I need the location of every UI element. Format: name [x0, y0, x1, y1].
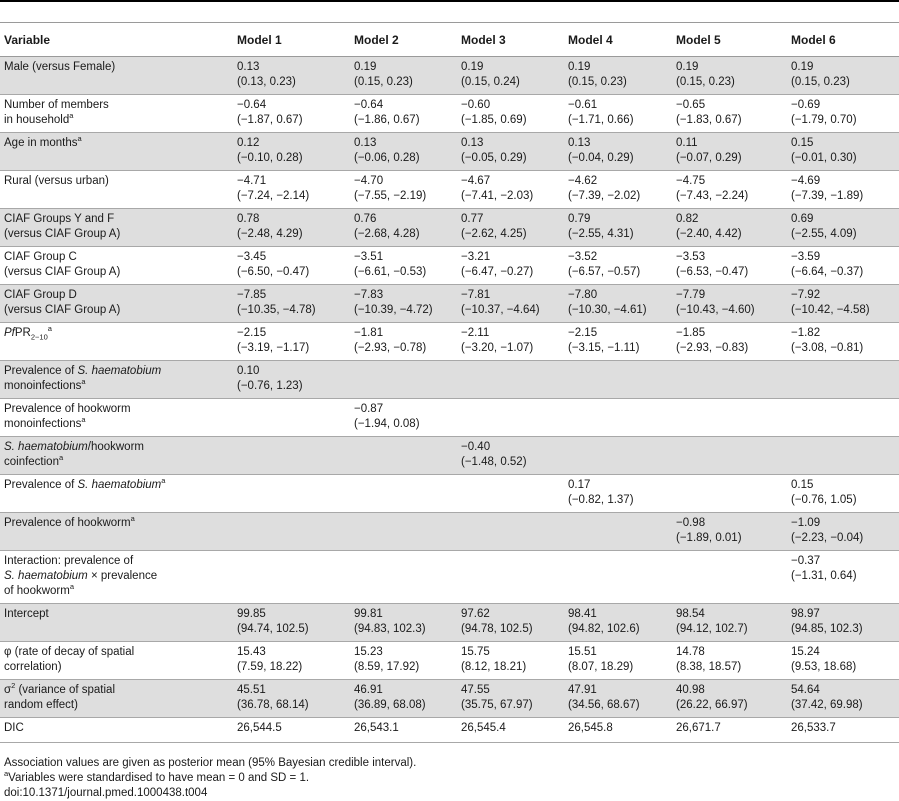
model-2-value: 0.76 (−2.68, 4.28) — [354, 213, 420, 240]
header-variable: Variable — [4, 32, 51, 47]
variable-label: PfPR$_{2-10}^a$ — [4, 324, 52, 342]
footnote-note: Association values are given as posterior mean (95% Bayesian credible interval). — [4, 757, 417, 769]
table-row — [0, 95, 899, 133]
model-2-value — [350, 551, 457, 604]
table-row — [0, 718, 899, 743]
model-2-value: 99.81 (94.83, 102.3) — [354, 608, 426, 635]
variable-label: $\sigma^2$ (variance of spatial random effect) — [4, 681, 115, 711]
model-4-value: 15.51 (8.07, 18.29) — [568, 646, 634, 673]
model-4-value: 0.17 (−0.82, 1.37) — [568, 479, 634, 506]
model-3-value — [457, 513, 564, 551]
table-row — [0, 171, 899, 209]
model-4-value — [564, 437, 672, 475]
footnote-standardised-text: Variables were standardised to have mean = 0 and SD = 1. — [8, 772, 310, 784]
table-row — [0, 57, 899, 95]
model-2-value — [350, 437, 457, 475]
variable-label: Number of members in household$^a$ — [4, 99, 109, 126]
model-4-value — [564, 551, 672, 604]
variable-label: Age in months$^a$ — [4, 134, 82, 149]
table-row — [0, 285, 899, 323]
model-5-value — [672, 475, 787, 513]
model-3-value — [457, 361, 564, 399]
model-2-value: 26,543.1 — [354, 722, 399, 734]
model-3-value: −3.21 (−6.47, −0.27) — [461, 251, 534, 278]
model-1-value: 0.10 (−0.76, 1.23) — [237, 365, 303, 392]
model-6-value: 15.24 (9.53, 18.68) — [791, 646, 857, 673]
model-2-value: 15.23 (8.59, 17.92) — [354, 646, 420, 673]
model-2-value: −3.51 (−6.61, −0.53) — [354, 251, 427, 278]
model-1-value — [233, 475, 350, 513]
model-5-value — [672, 399, 787, 437]
model-6-value: 26,533.7 — [791, 722, 836, 734]
model-2-value: −0.64 (−1.86, 0.67) — [354, 99, 420, 126]
table-row — [0, 551, 899, 604]
model-1-value: 0.13 (0.13, 0.23) — [237, 61, 296, 88]
model-4-value: −0.61 (−1.71, 0.66) — [568, 99, 634, 126]
model-2-value: 0.13 (−0.06, 0.28) — [354, 137, 420, 164]
model-4-value — [564, 361, 672, 399]
model-3-value: 26,545.4 — [461, 722, 506, 734]
results-table — [0, 22, 899, 743]
model-3-value: −0.40 (−1.48, 0.52) — [461, 441, 527, 468]
model-3-value: 0.19 (0.15, 0.24) — [461, 61, 520, 88]
model-5-value: −0.65 (−1.83, 0.67) — [676, 99, 742, 126]
model-5-value: −4.75 (−7.43, −2.24) — [676, 175, 749, 202]
model-1-value: −4.71 (−7.24, −2.14) — [237, 175, 310, 202]
model-1-value: 15.43 (7.59, 18.22) — [237, 646, 303, 673]
model-6-value: −3.59 (−6.64, −0.37) — [791, 251, 864, 278]
model-4-value: 0.13 (−0.04, 0.29) — [568, 137, 634, 164]
model-4-value: −3.52 (−6.57, −0.57) — [568, 251, 641, 278]
table-row — [0, 361, 899, 399]
model-6-value: 0.15 (−0.76, 1.05) — [791, 479, 857, 506]
model-5-value: −0.98 (−1.89, 0.01) — [676, 517, 742, 544]
model-4-value: 47.91 (34.56, 68.67) — [568, 684, 640, 711]
model-5-value: −3.53 (−6.53, −0.47) — [676, 251, 749, 278]
table-row — [0, 209, 899, 247]
model-3-value — [457, 551, 564, 604]
model-4-value: −4.62 (−7.39, −2.02) — [568, 175, 641, 202]
model-6-value — [787, 437, 899, 475]
table-row — [0, 680, 899, 718]
variable-label: Prevalence of hookworm$^a$ — [4, 514, 135, 529]
model-5-value: 26,671.7 — [676, 722, 721, 734]
model-6-value — [787, 361, 899, 399]
model-2-value — [350, 475, 457, 513]
model-5-value — [672, 551, 787, 604]
model-2-value: −0.87 (−1.94, 0.08) — [354, 403, 420, 430]
table-row — [0, 437, 899, 475]
variable-label: CIAF Groups Y and F (versus CIAF Group A) — [4, 213, 121, 240]
doi-text: doi:10.1371/journal.pmed.1000438.t004 — [4, 787, 208, 799]
header-model-3: Model 3 — [461, 32, 506, 47]
variable-label: Interaction: prevalence of S. haematobium × prevalence of hookworm$^a$ — [4, 555, 158, 597]
table-row — [0, 604, 899, 642]
variable-label: φ (rate of decay of spatial correlation) — [4, 646, 135, 673]
model-5-value: 98.54 (94.12, 102.7) — [676, 608, 748, 635]
model-3-value: 97.62 (94.78, 102.5) — [461, 608, 533, 635]
model-5-value: 0.82 (−2.40, 4.42) — [676, 213, 742, 240]
model-2-value: 46.91 (36.89, 68.08) — [354, 684, 426, 711]
header-model-4: Model 4 — [568, 32, 613, 47]
model-1-value: 45.51 (36.78, 68.14) — [237, 684, 309, 711]
model-3-value: 0.13 (−0.05, 0.29) — [461, 137, 527, 164]
variable-label: Male (versus Female) — [4, 61, 116, 73]
variable-label: Prevalence of S. haematobium monoinfections$^a$ — [4, 365, 162, 392]
header-model-6: Model 6 — [791, 32, 836, 47]
model-5-value: 40.98 (26.22, 66.97) — [676, 684, 748, 711]
model-6-value: −1.82 (−3.08, −0.81) — [791, 327, 864, 354]
footnote-standardised — [4, 771, 416, 786]
model-1-value: −7.85 (−10.35, −4.78) — [237, 289, 316, 316]
model-6-value: 0.69 (−2.55, 4.09) — [791, 213, 857, 240]
model-3-value: 47.55 (35.75, 67.97) — [461, 684, 533, 711]
model-3-value: −7.81 (−10.37, −4.64) — [461, 289, 540, 316]
model-4-value: 26,545.8 — [568, 722, 613, 734]
model-6-value: 98.97 (94.85, 102.3) — [791, 608, 863, 635]
model-1-value — [233, 551, 350, 604]
model-3-value — [457, 399, 564, 437]
model-1-value: 0.78 (−2.48, 4.29) — [237, 213, 303, 240]
model-6-value: 0.15 (−0.01, 0.30) — [791, 137, 857, 164]
model-4-value: 98.41 (94.82, 102.6) — [568, 608, 640, 635]
model-4-value — [564, 399, 672, 437]
header-row — [0, 23, 899, 57]
variable-label: DIC — [4, 722, 24, 734]
table-row — [0, 475, 899, 513]
model-3-value: 0.77 (−2.62, 4.25) — [461, 213, 527, 240]
model-5-value: −1.85 (−2.93, −0.83) — [676, 327, 749, 354]
variable-label: CIAF Group C (versus CIAF Group A) — [4, 251, 121, 278]
model-5-value: 0.19 (0.15, 0.23) — [676, 61, 735, 88]
header-model-2: Model 2 — [354, 32, 399, 47]
table-row — [0, 513, 899, 551]
model-1-value: −3.45 (−6.50, −0.47) — [237, 251, 310, 278]
model-6-value: 0.19 (0.15, 0.23) — [791, 61, 850, 88]
model-5-value: −7.79 (−10.43, −4.60) — [676, 289, 755, 316]
model-6-value — [787, 399, 899, 437]
model-6-value: −7.92 (−10.42, −4.58) — [791, 289, 870, 316]
model-1-value: 26,544.5 — [237, 722, 282, 734]
variable-label: CIAF Group D (versus CIAF Group A) — [4, 289, 121, 316]
model-4-value: −7.80 (−10.30, −4.61) — [568, 289, 647, 316]
model-4-value: 0.79 (−2.55, 4.31) — [568, 213, 634, 240]
variable-label: Intercept — [4, 608, 49, 620]
header-model-5: Model 5 — [676, 32, 721, 47]
model-3-value: 15.75 (8.12, 18.21) — [461, 646, 527, 673]
model-3-value: −2.11 (−3.20, −1.07) — [461, 327, 534, 354]
model-1-value: 99.85 (94.74, 102.5) — [237, 608, 309, 635]
table-body — [0, 57, 899, 743]
model-3-value: −4.67 (−7.41, −2.03) — [461, 175, 534, 202]
model-4-value: 0.19 (0.15, 0.23) — [568, 61, 627, 88]
model-2-value: −1.81 (−2.93, −0.78) — [354, 327, 427, 354]
model-1-value: 0.12 (−0.10, 0.28) — [237, 137, 303, 164]
model-2-value: −4.70 (−7.55, −2.19) — [354, 175, 427, 202]
model-1-value — [233, 437, 350, 475]
top-rule — [0, 0, 899, 2]
model-5-value — [672, 361, 787, 399]
model-5-value: 14.78 (8.38, 18.57) — [676, 646, 742, 673]
model-6-value: 54.64 (37.42, 69.98) — [791, 684, 863, 711]
model-2-value: −7.83 (−10.39, −4.72) — [354, 289, 433, 316]
model-1-value — [233, 513, 350, 551]
table-row — [0, 323, 899, 361]
model-1-value — [233, 399, 350, 437]
variable-label: Rural (versus urban) — [4, 175, 109, 187]
model-5-value — [672, 437, 787, 475]
model-6-value: −0.69 (−1.79, 0.70) — [791, 99, 857, 126]
table-row — [0, 642, 899, 680]
model-4-value: −2.15 (−3.15, −1.11) — [568, 327, 640, 354]
table-row — [0, 247, 899, 285]
variable-label: Prevalence of hookworm monoinfections$^a$ — [4, 403, 131, 430]
footnote-marker: a — [4, 769, 9, 779]
model-6-value: −0.37 (−1.31, 0.64) — [791, 555, 857, 582]
variable-label: S. haematobium/hookworm coinfection$^a$ — [4, 441, 144, 468]
table-row — [0, 133, 899, 171]
table-row — [0, 399, 899, 437]
model-2-value — [350, 361, 457, 399]
model-5-value: 0.11 (−0.07, 0.29) — [676, 137, 742, 164]
model-1-value: −2.15 (−3.19, −1.17) — [237, 327, 310, 354]
model-2-value — [350, 513, 457, 551]
header-model-1: Model 1 — [237, 32, 282, 47]
variable-label: Prevalence of S. haematobium$^a$ — [4, 476, 166, 491]
table-footnotes — [4, 756, 416, 801]
model-4-value — [564, 513, 672, 551]
model-2-value: 0.19 (0.15, 0.23) — [354, 61, 413, 88]
model-6-value: −4.69 (−7.39, −1.89) — [791, 175, 864, 202]
model-6-value: −1.09 (−2.23, −0.04) — [791, 517, 864, 544]
model-3-value — [457, 475, 564, 513]
model-3-value: −0.60 (−1.85, 0.69) — [461, 99, 527, 126]
model-1-value: −0.64 (−1.87, 0.67) — [237, 99, 303, 126]
